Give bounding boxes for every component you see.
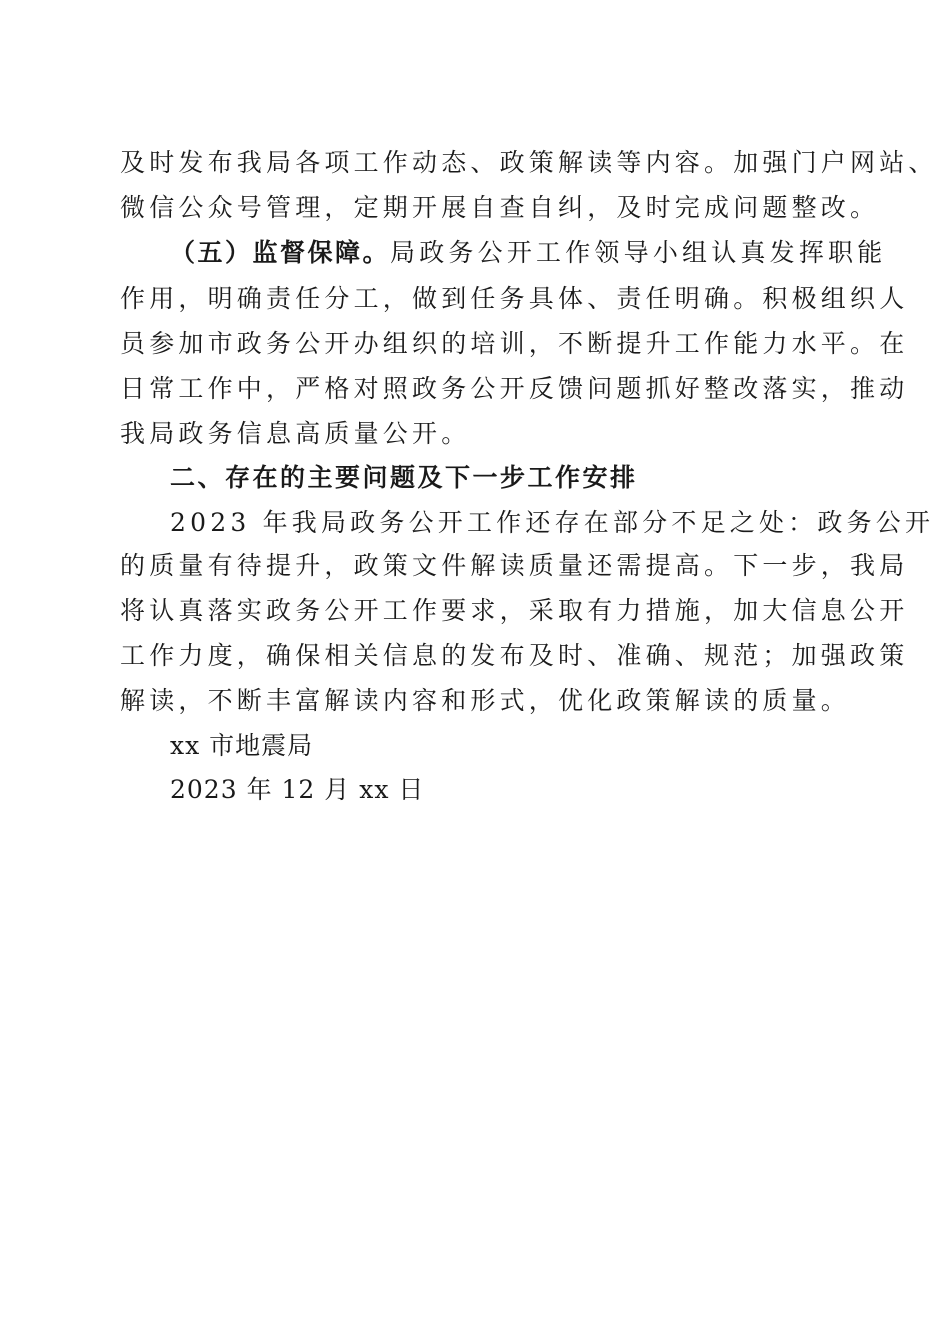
paragraph-2-line-2: 作用，明确责任分工，做到任务具体、责任明确。积极组织人 <box>120 284 909 313</box>
paragraph-3-line-5: 解读，不断丰富解读内容和形式，优化政策解读的质量。 <box>120 686 851 715</box>
paragraph-3-line-2: 的质量有待提升，政策文件解读质量还需提高。下一步，我局 <box>120 551 909 580</box>
paragraph-2-line-1 <box>170 238 887 268</box>
paragraph-3-line-3: 将认真落实政务公开工作要求，采取有力措施，加大信息公开 <box>120 596 909 625</box>
paragraph-2-line-4: 日常工作中，严格对照政务公开反馈问题抓好整改落实，推动 <box>120 374 909 403</box>
paragraph-3-line-1: 2023 年我局政务公开工作还存在部分不足之处：政务公开 <box>170 508 935 537</box>
paragraph-1-line-1: 及时发布我局各项工作动态、政策解读等内容。加强门户网站、 <box>120 148 938 177</box>
section-heading: 二、存在的主要问题及下一步工作安排 <box>170 463 638 492</box>
paragraph-2-line-1-text: 局政务公开工作领导小组认真发挥职能 <box>390 238 887 267</box>
paragraph-2-line-5: 我局政务信息高质量公开。 <box>120 419 471 448</box>
signature-organization: xx 市地震局 <box>170 731 314 760</box>
paragraph-3-line-4: 工作力度，确保相关信息的发布及时、准确、规范；加强政策 <box>120 641 909 670</box>
subsection-heading: （五）监督保障。 <box>170 238 391 267</box>
paragraph-2-line-3: 员参加市政务公开办组织的培训，不断提升工作能力水平。在 <box>120 329 909 358</box>
paragraph-1-line-2: 微信公众号管理，定期开展自查自纠，及时完成问题整改。 <box>120 193 880 222</box>
signature-date: 2023 年 12 月 xx 日 <box>170 775 425 804</box>
